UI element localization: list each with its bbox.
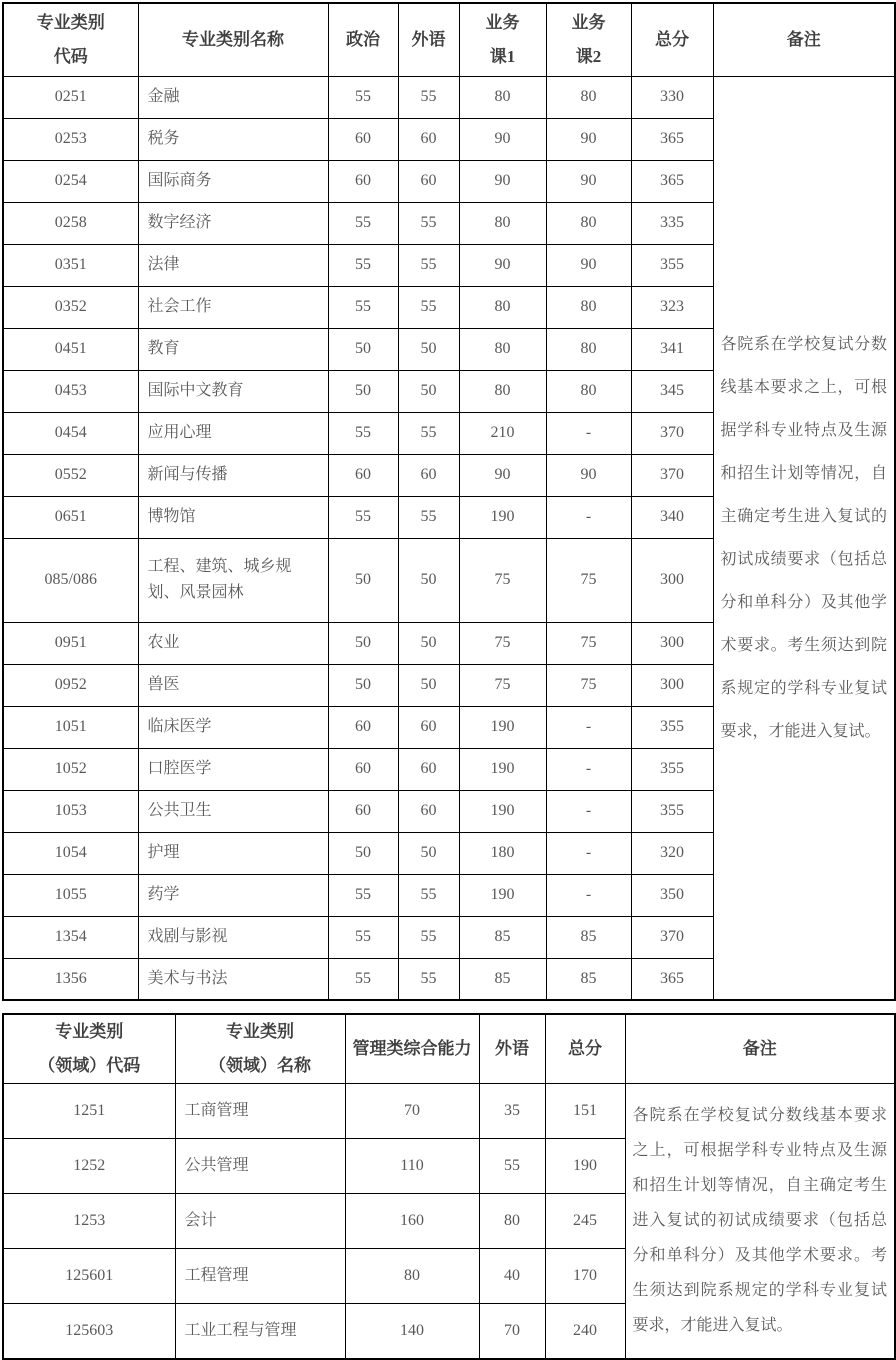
cell-politics: 55 <box>328 916 398 958</box>
cell-name: 社会工作 <box>138 286 328 328</box>
cell-total: 170 <box>545 1249 625 1304</box>
cell-course1: 80 <box>459 202 546 244</box>
cell-foreign: 50 <box>398 370 459 412</box>
cell-politics: 55 <box>328 496 398 538</box>
cell-course2: 90 <box>546 160 631 202</box>
col-header-field-code-line2: （领域）代码 <box>38 1056 141 1075</box>
cell-course2: 80 <box>546 286 631 328</box>
cell-politics: 50 <box>328 538 398 622</box>
cell-total: 345 <box>631 370 713 412</box>
col-header-management-aptitude: 管理类综合能力 <box>345 1014 479 1084</box>
col-header-field-code-line1: 专业类别 <box>55 1022 124 1041</box>
cell-course1: 80 <box>459 370 546 412</box>
cell-course2: 85 <box>546 916 631 958</box>
cell-code: 0352 <box>3 286 138 328</box>
cell-total: 330 <box>631 76 713 118</box>
col-header-category-code <box>3 3 138 76</box>
cell-course1: 190 <box>459 874 546 916</box>
cell-total: 370 <box>631 412 713 454</box>
cell-politics: 55 <box>328 958 398 1000</box>
cell-foreign: 55 <box>398 874 459 916</box>
cell-course1: 180 <box>459 832 546 874</box>
col-header-category-code-line2: 代码 <box>53 46 88 66</box>
cell-total: 370 <box>631 916 713 958</box>
cell-code: 0253 <box>3 118 138 160</box>
cell-name: 法律 <box>138 244 328 286</box>
cell-code: 0453 <box>3 370 138 412</box>
cell-code: 0552 <box>3 454 138 496</box>
cell-politics: 60 <box>328 118 398 160</box>
cell-total: 320 <box>631 832 713 874</box>
cell-foreign: 60 <box>398 160 459 202</box>
cell-foreign: 55 <box>398 76 459 118</box>
cell-foreign: 55 <box>479 1139 545 1194</box>
cell-total: 355 <box>631 244 713 286</box>
cell-course1: 75 <box>459 538 546 622</box>
cell-course1: 90 <box>459 454 546 496</box>
cell-code: 0451 <box>3 328 138 370</box>
col-header-remark: 备注 <box>713 3 895 76</box>
cell-total: 340 <box>631 496 713 538</box>
cell-course1: 90 <box>459 118 546 160</box>
cell-politics: 50 <box>328 370 398 412</box>
cell-politics: 55 <box>328 76 398 118</box>
cell-course2: 90 <box>546 454 631 496</box>
cell-name: 工商管理 <box>175 1084 345 1139</box>
cell-total: 300 <box>631 538 713 622</box>
col-header-field-name <box>175 1014 345 1084</box>
cell-name: 国际商务 <box>138 160 328 202</box>
col-header-total-score: 总分 <box>545 1014 625 1084</box>
cell-name: 博物馆 <box>138 496 328 538</box>
cell-course2: 90 <box>546 118 631 160</box>
cell-foreign: 60 <box>398 706 459 748</box>
col-header-course1 <box>459 3 546 76</box>
cell-code: 0454 <box>3 412 138 454</box>
cell-foreign: 50 <box>398 832 459 874</box>
cell-course2: - <box>546 496 631 538</box>
cell-total: 350 <box>631 874 713 916</box>
col-header-foreign-language: 外语 <box>479 1014 545 1084</box>
cell-total: 300 <box>631 622 713 664</box>
cell-mgmt: 110 <box>345 1139 479 1194</box>
cell-code: 1356 <box>3 958 138 1000</box>
cell-foreign: 60 <box>398 790 459 832</box>
cell-politics: 55 <box>328 244 398 286</box>
cell-name: 口腔医学 <box>138 748 328 790</box>
cell-code: 1253 <box>3 1194 175 1249</box>
cell-foreign: 50 <box>398 328 459 370</box>
remark-text-table2: 各院系在学校复试分数线基本要求之上，可根据学科专业特点及生源和招生计划等情况，自主确定考生进入复试的初试成绩要求（包括总分和单科分）及其他学术要求。考生须达到院系规定的学科专业复试要求，才能进入复试。 <box>625 1084 895 1359</box>
score-table-professional-categories <box>2 2 896 1001</box>
cell-course2: 80 <box>546 76 631 118</box>
cell-name: 药学 <box>138 874 328 916</box>
cell-foreign: 50 <box>398 622 459 664</box>
cell-code: 1051 <box>3 706 138 748</box>
score-table-management-categories <box>2 1013 896 1360</box>
cell-course2: 75 <box>546 538 631 622</box>
cell-course2: 80 <box>546 202 631 244</box>
cell-course1: 190 <box>459 790 546 832</box>
cell-name: 数字经济 <box>138 202 328 244</box>
cell-course1: 80 <box>459 328 546 370</box>
cell-foreign: 55 <box>398 244 459 286</box>
col-header-course2-line1: 业务 <box>571 12 606 32</box>
cell-foreign: 55 <box>398 916 459 958</box>
cell-foreign: 55 <box>398 286 459 328</box>
cell-course2: 75 <box>546 664 631 706</box>
cell-name: 新闻与传播 <box>138 454 328 496</box>
cell-name: 会计 <box>175 1194 345 1249</box>
cell-course1: 80 <box>459 286 546 328</box>
cell-politics: 50 <box>328 832 398 874</box>
cell-course1: 80 <box>459 76 546 118</box>
cell-foreign: 55 <box>398 412 459 454</box>
cell-name: 公共卫生 <box>138 790 328 832</box>
cell-course2: - <box>546 874 631 916</box>
cell-course2: 90 <box>546 244 631 286</box>
cell-course1: 210 <box>459 412 546 454</box>
table1-body <box>3 76 895 1000</box>
cell-total: 355 <box>631 706 713 748</box>
cell-code: 1053 <box>3 790 138 832</box>
cell-code: 0251 <box>3 76 138 118</box>
cell-name: 美术与书法 <box>138 958 328 1000</box>
cell-name: 金融 <box>138 76 328 118</box>
cell-total: 341 <box>631 328 713 370</box>
cell-name: 公共管理 <box>175 1139 345 1194</box>
cell-total: 365 <box>631 118 713 160</box>
cell-course1: 90 <box>459 244 546 286</box>
cell-code: 1054 <box>3 832 138 874</box>
cell-total: 355 <box>631 748 713 790</box>
table2-header-row <box>3 1014 895 1084</box>
cell-name: 护理 <box>138 832 328 874</box>
table1-header <box>3 3 895 76</box>
cell-total: 300 <box>631 664 713 706</box>
cell-foreign: 60 <box>398 748 459 790</box>
cell-foreign: 70 <box>479 1304 545 1359</box>
cell-mgmt: 140 <box>345 1304 479 1359</box>
cell-course1: 75 <box>459 622 546 664</box>
cell-course1: 85 <box>459 916 546 958</box>
cell-course2: 75 <box>546 622 631 664</box>
cell-course2: - <box>546 706 631 748</box>
cell-foreign: 55 <box>398 202 459 244</box>
cell-total: 370 <box>631 454 713 496</box>
col-header-category-name: 专业类别名称 <box>138 3 328 76</box>
cell-name: 应用心理 <box>138 412 328 454</box>
cell-name: 税务 <box>138 118 328 160</box>
col-header-course1-line2: 课1 <box>489 46 516 66</box>
col-header-field-name-line1: 专业类别 <box>226 1022 294 1041</box>
cell-total: 190 <box>545 1139 625 1194</box>
cell-total: 240 <box>545 1304 625 1359</box>
cell-code: 1354 <box>3 916 138 958</box>
cell-course2: - <box>546 412 631 454</box>
cell-politics: 60 <box>328 790 398 832</box>
table-row <box>3 76 895 118</box>
cell-total: 365 <box>631 958 713 1000</box>
cell-course1: 190 <box>459 496 546 538</box>
cell-politics: 60 <box>328 160 398 202</box>
cell-course1: 90 <box>459 160 546 202</box>
cell-politics: 55 <box>328 286 398 328</box>
cell-politics: 60 <box>328 748 398 790</box>
cell-name: 教育 <box>138 328 328 370</box>
cell-foreign: 80 <box>479 1194 545 1249</box>
cell-course1: 85 <box>459 958 546 1000</box>
col-header-course2 <box>546 3 631 76</box>
cell-foreign: 60 <box>398 118 459 160</box>
cell-total: 245 <box>545 1194 625 1249</box>
cell-name: 工程管理 <box>175 1249 345 1304</box>
table2-body <box>3 1084 895 1359</box>
cell-code: 1055 <box>3 874 138 916</box>
cell-politics: 50 <box>328 622 398 664</box>
cell-foreign: 40 <box>479 1249 545 1304</box>
cell-code: 0254 <box>3 160 138 202</box>
cell-course2: 80 <box>546 328 631 370</box>
cell-total: 151 <box>545 1084 625 1139</box>
cell-course1: 75 <box>459 664 546 706</box>
cell-code: 0258 <box>3 202 138 244</box>
cell-name: 兽医 <box>138 664 328 706</box>
col-header-course1-line1: 业务 <box>485 12 520 32</box>
cell-foreign: 60 <box>398 454 459 496</box>
cell-total: 335 <box>631 202 713 244</box>
col-header-field-code <box>3 1014 175 1084</box>
cell-code: 1252 <box>3 1139 175 1194</box>
cell-politics: 60 <box>328 454 398 496</box>
cell-foreign: 35 <box>479 1084 545 1139</box>
cell-name: 国际中文教育 <box>138 370 328 412</box>
cell-name: 临床医学 <box>138 706 328 748</box>
cell-code: 0952 <box>3 664 138 706</box>
cell-politics: 55 <box>328 412 398 454</box>
cell-mgmt: 70 <box>345 1084 479 1139</box>
cell-course2: 80 <box>546 370 631 412</box>
cell-name: 农业 <box>138 622 328 664</box>
cell-foreign: 55 <box>398 496 459 538</box>
cell-total: 355 <box>631 790 713 832</box>
table2-header <box>3 1014 895 1084</box>
cell-total: 365 <box>631 160 713 202</box>
col-header-total-score: 总分 <box>631 3 713 76</box>
cell-politics: 50 <box>328 328 398 370</box>
cell-course2: - <box>546 832 631 874</box>
cell-course2: 85 <box>546 958 631 1000</box>
cell-name: 工业工程与管理 <box>175 1304 345 1359</box>
cell-politics: 55 <box>328 874 398 916</box>
cell-politics: 55 <box>328 202 398 244</box>
cell-course2: - <box>546 790 631 832</box>
col-header-politics: 政治 <box>328 3 398 76</box>
cell-foreign: 55 <box>398 958 459 1000</box>
cell-code: 125603 <box>3 1304 175 1359</box>
cell-code: 0351 <box>3 244 138 286</box>
cell-foreign: 50 <box>398 664 459 706</box>
table-row <box>3 1084 895 1139</box>
cell-code: 1251 <box>3 1084 175 1139</box>
cell-mgmt: 160 <box>345 1194 479 1249</box>
cell-course1: 190 <box>459 748 546 790</box>
cell-total: 323 <box>631 286 713 328</box>
cell-code: 125601 <box>3 1249 175 1304</box>
table1-header-row <box>3 3 895 76</box>
col-header-course2-line2: 课2 <box>575 46 602 66</box>
col-header-remark: 备注 <box>625 1014 895 1084</box>
col-header-foreign-language: 外语 <box>398 3 459 76</box>
cell-code: 085/086 <box>3 538 138 622</box>
cell-foreign: 50 <box>398 538 459 622</box>
cell-code: 0951 <box>3 622 138 664</box>
cell-mgmt: 80 <box>345 1249 479 1304</box>
cell-code: 1052 <box>3 748 138 790</box>
col-header-field-name-line2: （领域）名称 <box>209 1056 311 1075</box>
cell-course2: - <box>546 748 631 790</box>
remark-text-table1: 各院系在学校复试分数线基本要求之上，可根据学科专业特点及生源和招生计划等情况，自主确定考生进入复试的初试成绩要求（包括总分和单科分）及其他学术要求。考生须达到院系规定的学科专业复试要求，才能进入复试。 <box>713 76 895 1000</box>
cell-course1: 190 <box>459 706 546 748</box>
cell-politics: 50 <box>328 664 398 706</box>
col-header-category-code-line1: 专业类别 <box>36 12 105 32</box>
cell-name: 戏剧与影视 <box>138 916 328 958</box>
cell-name: 工程、建筑、城乡规划、风景园林 <box>138 538 328 622</box>
cell-politics: 60 <box>328 706 398 748</box>
cell-code: 0651 <box>3 496 138 538</box>
